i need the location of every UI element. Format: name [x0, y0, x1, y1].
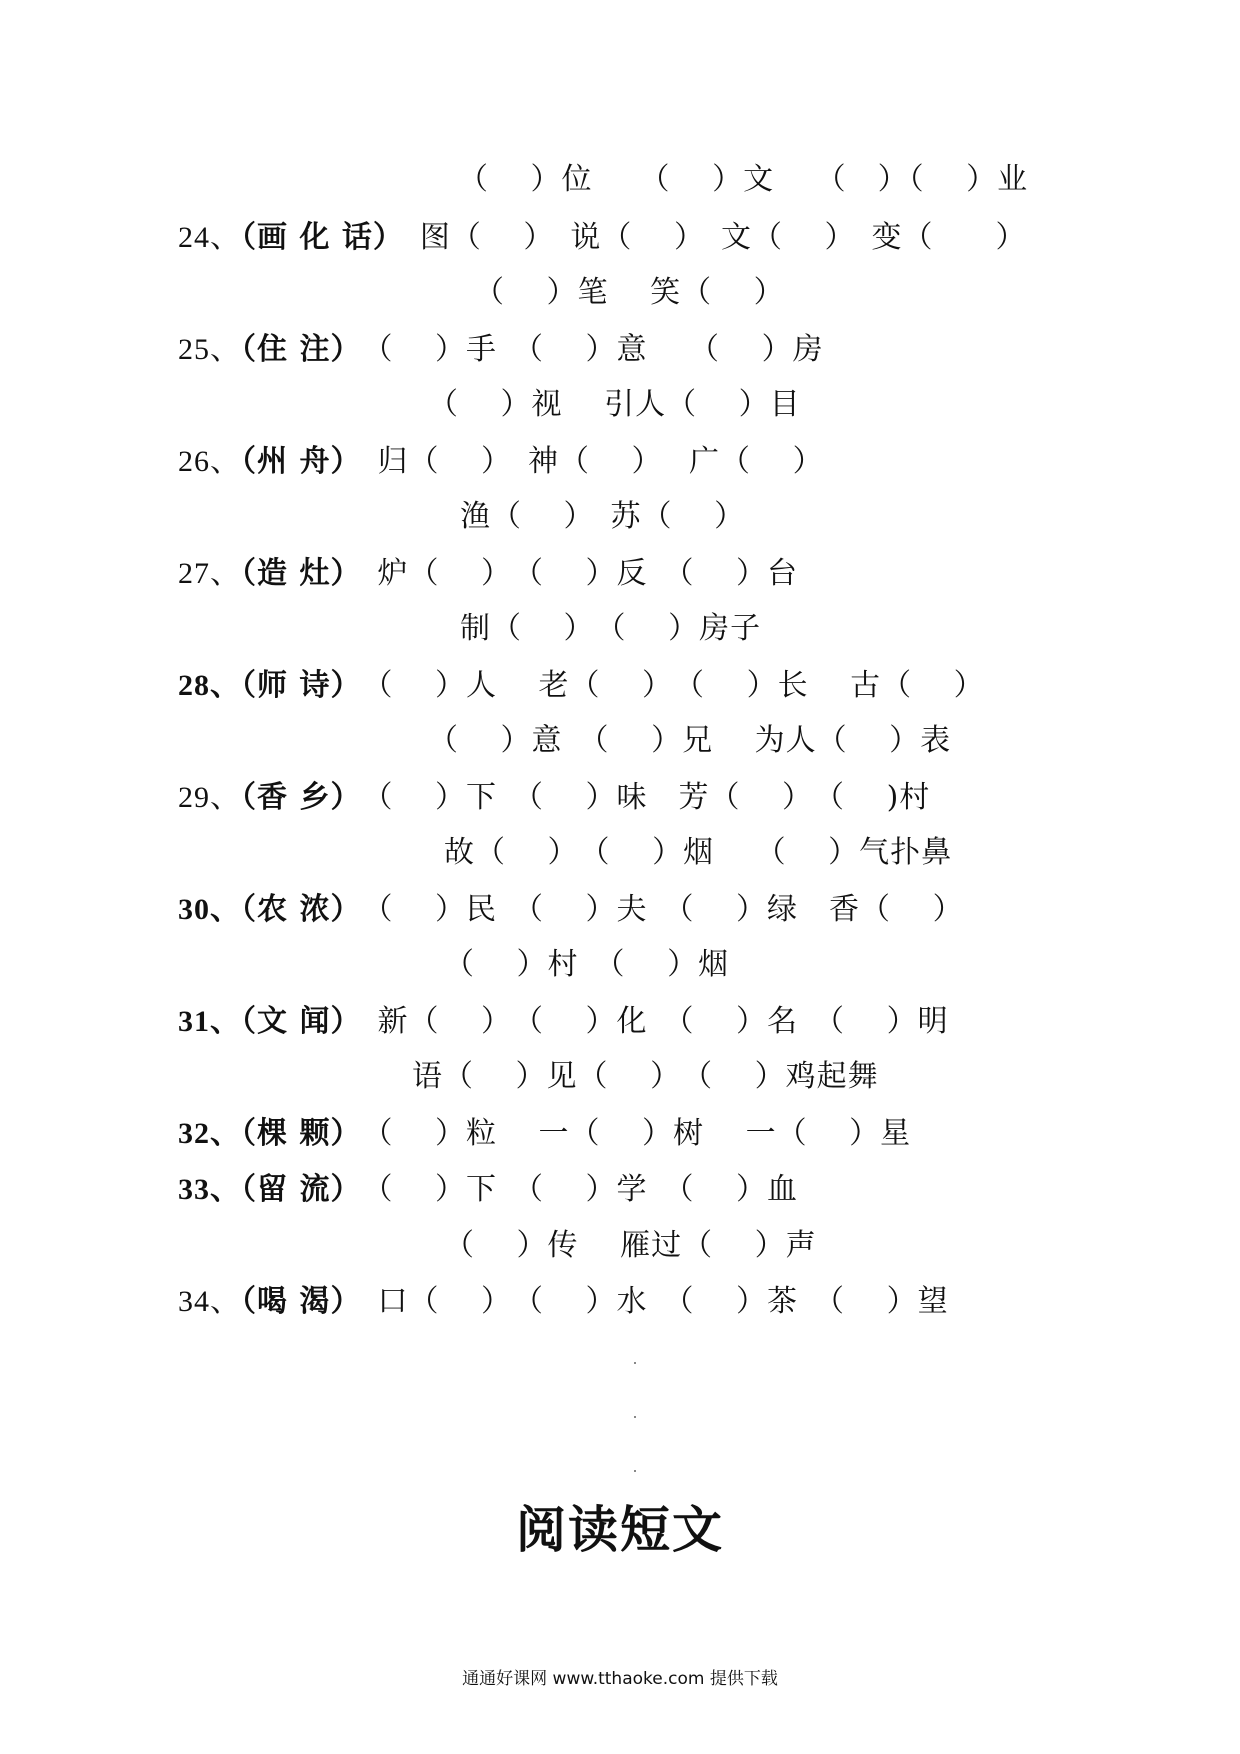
exercise-line [458, 160, 1028, 200]
exercise-line [178, 554, 798, 594]
word-pair: （农 浓） [241, 892, 347, 927]
exercise-number: 24、 [178, 221, 241, 254]
fill-in-blanks: （ ）粒 一（ ）树 一（ ）星 [377, 1116, 912, 1151]
fill-in-blanks: （ ）笔 笑（ ） [474, 275, 785, 310]
spacer [346, 668, 377, 703]
exercise-line [178, 1170, 798, 1210]
fill-in-blanks: （ ）视 引人（ ）目 [428, 387, 801, 422]
exercise-line [178, 890, 964, 930]
page-footer: 通通好课网 www.tthaoke.com 提供下载 [462, 1669, 778, 1689]
word-pair: （师 诗） [241, 668, 347, 703]
exercise-line [178, 218, 1027, 258]
fill-in-blanks: （ ）下 （ ）味 芳（ ） （ )村 [377, 780, 931, 815]
spacer [346, 1004, 377, 1039]
spacer [346, 556, 377, 591]
exercise-line [178, 330, 824, 370]
exercise-line [460, 497, 745, 537]
exercise-line [178, 666, 985, 706]
exercise-line [178, 442, 824, 482]
fill-in-blanks: （ ）人 老（ ） （ ）长 古（ ） [377, 668, 985, 703]
exercise-line [444, 1226, 817, 1266]
exercise-line [444, 833, 952, 873]
fill-in-blanks: （ ）民 （ ）夫 （ ）绿 香（ ） [377, 892, 964, 927]
exercise-number: 30、 [178, 893, 241, 926]
fill-in-blanks: 语（ ）见（ ） （ ）鸡起舞 [412, 1059, 879, 1094]
exercise-number: 28、 [178, 669, 241, 702]
exercise-line [474, 273, 785, 313]
word-pair: （画 化 话） [241, 220, 389, 255]
exercise-number: 29、 [178, 781, 241, 814]
fill-in-blanks: 炉（ ） （ ）反 （ ）台 [377, 556, 799, 591]
word-pair: （香 乡） [241, 780, 347, 815]
fill-in-blanks: 故（ ） （ ）烟 （ ）气扑鼻 [444, 835, 953, 870]
fill-in-blanks: （ ）传 雁过（ ）声 [444, 1228, 817, 1263]
word-pair: （喝 渴） [241, 1284, 347, 1319]
section-title: 阅读短文 [516, 1500, 724, 1559]
word-pair: （留 流） [241, 1172, 347, 1207]
fill-in-blanks: （ ）位 （ ）文 （ ）（ ）业 [458, 162, 1029, 197]
exercise-number: 34、 [178, 1285, 241, 1318]
fill-in-blanks: 新（ ） （ ）化 （ ）名 （ ）明 [377, 1004, 949, 1039]
fill-in-blanks: （ ）手 （ ）意 （ ）房 [377, 332, 824, 367]
dot-mark [634, 1362, 636, 1364]
exercise-line [444, 945, 729, 985]
spacer [346, 780, 377, 815]
word-pair: （文 闻） [241, 1004, 347, 1039]
word-pair: （州 舟） [241, 444, 347, 479]
spacer [346, 1172, 377, 1207]
exercise-number: 25、 [178, 333, 241, 366]
fill-in-blanks: 图（ ） 说（ ） 文（ ） 变（ ） [419, 220, 1027, 255]
exercise-number: 26、 [178, 445, 241, 478]
exercise-line [178, 1282, 949, 1322]
fill-in-blanks: 归（ ） 神（ ） 广（ ） [377, 444, 824, 479]
spacer [346, 332, 377, 367]
exercise-number: 27、 [178, 557, 241, 590]
spacer [389, 220, 420, 255]
spacer [346, 444, 377, 479]
exercise-number: 31、 [178, 1005, 241, 1038]
dot-mark [634, 1470, 636, 1472]
word-pair: （住 注） [241, 332, 347, 367]
exercise-line [428, 721, 951, 761]
word-pair: （造 灶） [241, 556, 347, 591]
fill-in-blanks: 口（ ） （ ）水 （ ）茶 （ ）望 [377, 1284, 949, 1319]
fill-in-blanks: 渔（ ） 苏（ ） [460, 499, 746, 534]
exercise-line [178, 1002, 949, 1042]
exercise-line [412, 1057, 879, 1097]
spacer [346, 1116, 377, 1151]
fill-in-blanks: 制（ ） （ ）房子 [460, 611, 762, 646]
word-pair: （棵 颗） [241, 1116, 347, 1151]
exercise-number: 33、 [178, 1173, 241, 1206]
exercise-line [460, 609, 761, 649]
spacer [346, 892, 377, 927]
fill-in-blanks: （ ）意 （ ）兄 为人（ ）表 [428, 723, 952, 758]
fill-in-blanks: （ ）村 （ ）烟 [444, 947, 730, 982]
spacer [346, 1284, 377, 1319]
exercise-number: 32、 [178, 1117, 241, 1150]
exercise-line [428, 385, 801, 425]
fill-in-blanks: （ ）下 （ ）学 （ ）血 [377, 1172, 799, 1207]
exercise-line [178, 1114, 911, 1154]
dot-mark [634, 1416, 636, 1418]
exercise-line [178, 778, 930, 818]
